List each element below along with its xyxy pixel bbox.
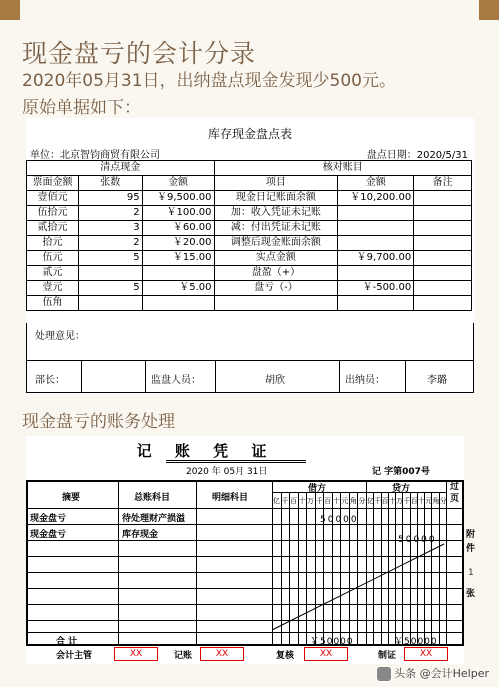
entry-debit: 50000: [320, 515, 359, 525]
table-cell: [414, 251, 472, 266]
table-cell: 95: [78, 191, 142, 206]
table-cell: 3: [78, 221, 142, 236]
entry-general-account: 待处理财产损溢: [122, 514, 186, 524]
table-cell: 5: [78, 281, 142, 296]
total-label: 合 计: [56, 637, 78, 647]
table-cell: [338, 296, 414, 311]
table-cell: [142, 296, 214, 311]
detail-account-header: 明细科目: [212, 493, 249, 503]
column-header: 票面金额: [27, 176, 79, 191]
table-row: [27, 221, 472, 236]
table-cell: [338, 221, 414, 236]
total-credit: ￥50000: [394, 637, 438, 647]
table-cell: 盘亏（-）: [214, 281, 338, 296]
footer-maker-label: 制证: [378, 651, 397, 661]
digit-header: 元: [425, 497, 433, 505]
total-debit: ￥50000: [310, 637, 354, 647]
column-header: 项目: [214, 176, 338, 191]
table-cell: [414, 206, 472, 221]
sheet-title: 库存现金盘点表: [207, 127, 292, 141]
cashier-label: 出纳员：: [345, 375, 385, 386]
cancel-diagonal-line: [26, 480, 464, 646]
table-cell: ￥60.00: [142, 221, 214, 236]
digit-header: 角: [432, 497, 440, 505]
table-row: [27, 251, 472, 266]
table-cell: [414, 221, 472, 236]
table-cell: 贰拾元: [27, 221, 79, 236]
table-cell: 2: [78, 236, 142, 251]
page-subtitle: 2020年05月31日，出纳盘点现金发现少500元。: [22, 71, 396, 91]
table-cell: ￥5.00: [142, 281, 214, 296]
table-cell: 减：付出凭证未记账: [214, 221, 338, 236]
digit-header: 百: [324, 497, 332, 505]
table-cell: [214, 296, 338, 311]
table-row: [27, 236, 472, 251]
footer-maker-value: XX: [404, 647, 448, 661]
table-cell: ￥-500.00: [338, 281, 414, 296]
entry-general-account: 库存现金: [122, 530, 159, 540]
inventory-table: [26, 160, 472, 311]
voucher-number: 记 字第007号: [372, 467, 430, 477]
accounting-voucher: [26, 436, 476, 664]
general-account-header: 总账科目: [134, 493, 171, 503]
digit-header: 十: [388, 497, 396, 505]
table-cell: 现金日记账面余额: [214, 191, 338, 206]
original-docs-label: 原始单据如下：: [22, 98, 141, 118]
table-row: [27, 266, 472, 281]
table-cell: 调整后现金账面余额: [214, 236, 338, 251]
table-cell: [414, 296, 472, 311]
attachment-unit: 张: [466, 589, 476, 599]
voucher-date: 2020 年 05月 31日: [186, 467, 268, 477]
digit-header: 分: [358, 497, 366, 505]
table-row: [27, 281, 472, 296]
table-cell: 壹元: [27, 281, 79, 296]
footer-bookkeeper-label: 记账: [174, 651, 193, 661]
digit-header: 百: [381, 497, 389, 505]
voucher-grid: [26, 480, 464, 646]
table-cell: 5: [78, 251, 142, 266]
supervisor-name: 胡欣: [265, 375, 285, 386]
table-cell: 伍角: [27, 296, 79, 311]
table-cell: [78, 266, 142, 281]
digit-header: 亿: [273, 497, 280, 505]
debit-header: 借方: [308, 484, 327, 494]
table-cell: [142, 266, 214, 281]
table-cell: [338, 236, 414, 251]
digit-header: 亿: [367, 497, 374, 505]
table-row: [27, 296, 472, 311]
entry-credit: 50000: [398, 535, 437, 545]
sheet-unit: 单位：北京智钧商贸有限公司: [30, 150, 160, 161]
table-cell: 盘盈（+）: [214, 266, 338, 281]
table-cell: [414, 266, 472, 281]
table-cell: 拾元: [27, 236, 79, 251]
digit-header: 千: [374, 497, 382, 505]
sheet-date: 盘点日期：2020/5/31: [366, 150, 468, 161]
table-row: [27, 191, 472, 206]
table-cell: 2: [78, 206, 142, 221]
table-cell: [338, 266, 414, 281]
supervisor-label: 监盘人员：: [151, 375, 201, 386]
table-cell: 伍拾元: [27, 206, 79, 221]
digit-header: 千: [315, 497, 323, 505]
table-cell: 实点金额: [214, 251, 338, 266]
opinion-label: 处理意见：: [35, 331, 85, 342]
table-cell: ￥9,700.00: [338, 251, 414, 266]
digit-header: 万: [307, 497, 315, 505]
table-cell: 贰元: [27, 266, 79, 281]
corner-decoration-left: [0, 0, 20, 20]
footer-supervisor-label: 会计主管: [56, 651, 93, 661]
footer-reviewer-value: XX: [304, 647, 348, 661]
section-title: 现金盘亏的账务处理: [22, 412, 175, 432]
post-header: 过页: [450, 482, 460, 504]
footer-supervisor-value: XX: [114, 647, 158, 661]
group-header-cash: 清点现金: [27, 161, 215, 176]
digit-header: 千: [403, 497, 411, 505]
attachment-count: 1: [468, 568, 474, 578]
attachment-label: 附件: [466, 530, 476, 554]
watermark: 头条 @会计Helper: [377, 665, 489, 681]
table-cell: 加：收入凭证未记账: [214, 206, 338, 221]
table-row: [27, 206, 472, 221]
table-cell: ￥10,200.00: [338, 191, 414, 206]
table-cell: [414, 281, 472, 296]
signature-row: [26, 361, 474, 393]
table-header-row: [27, 176, 472, 191]
corner-decoration-right: [479, 0, 499, 20]
digit-header: 百: [410, 497, 418, 505]
app-logo-icon: [377, 667, 391, 681]
digit-header: 十: [298, 497, 306, 505]
table-cell: 伍元: [27, 251, 79, 266]
column-header: 金额: [338, 176, 414, 191]
digit-header: 百: [290, 497, 298, 505]
digit-header: 万: [396, 497, 404, 505]
column-header: 备注: [414, 176, 472, 191]
table-cell: ￥15.00: [142, 251, 214, 266]
opinion-box: [26, 323, 474, 361]
table-cell: [414, 191, 472, 206]
page-title: 现金盘亏的会计分录: [22, 39, 257, 68]
table-cell: ￥100.00: [142, 206, 214, 221]
digit-header: 十: [332, 497, 340, 505]
group-header-accounts: 核对账目: [214, 161, 471, 176]
voucher-title: 记 账 凭 证: [136, 442, 276, 460]
credit-header: 贷方: [392, 484, 411, 494]
column-header: 金额: [142, 176, 214, 191]
entry-summary: 现金盘亏: [30, 514, 67, 524]
summary-header: 摘要: [62, 493, 81, 503]
column-header: 张数: [78, 176, 142, 191]
entry-summary: 现金盘亏: [30, 530, 67, 540]
digit-header: 元: [341, 497, 349, 505]
footer-reviewer-label: 复核: [276, 651, 295, 661]
table-cell: ￥9,500.00: [142, 191, 214, 206]
footer-bookkeeper-value: XX: [200, 647, 244, 661]
digit-header: 角: [349, 497, 357, 505]
table-cell: 壹佰元: [27, 191, 79, 206]
cashier-name: 李璐: [427, 375, 447, 386]
table-cell: [414, 236, 472, 251]
table-cell: ￥20.00: [142, 236, 214, 251]
digit-header: 十: [417, 497, 425, 505]
head-label: 部长：: [35, 375, 65, 386]
digit-header: 千: [281, 497, 289, 505]
digit-header: 分: [439, 497, 447, 505]
table-cell: [78, 296, 142, 311]
table-cell: [338, 206, 414, 221]
